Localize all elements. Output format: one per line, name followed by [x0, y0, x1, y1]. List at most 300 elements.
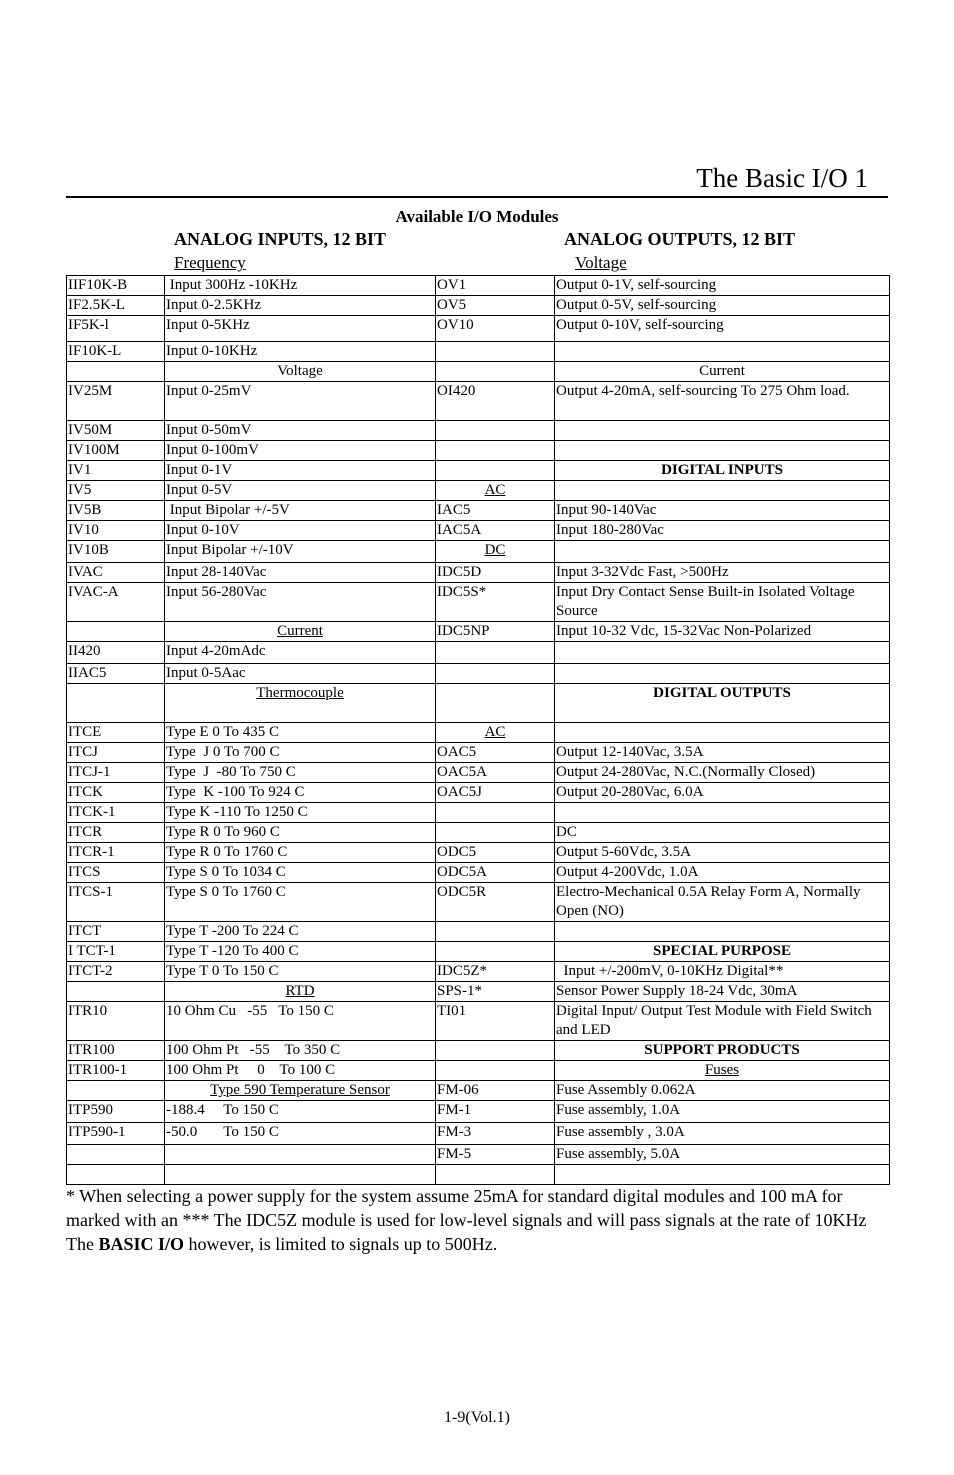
table-cell-module-code: [436, 743, 555, 763]
cell-text: Type 590 Temperature Sensor: [210, 1082, 390, 1098]
table-row: [67, 563, 890, 583]
table-cell-module-description: [555, 823, 890, 843]
cell-text: DIGITAL INPUTS: [661, 462, 783, 478]
table-cell-module-code: [67, 1041, 165, 1061]
table-cell-module-code: [67, 642, 165, 664]
table-cell-module-code: [436, 982, 555, 1002]
table-cell-module-description: [555, 622, 890, 642]
cell-text: Output 0-5V, self-sourcing: [556, 297, 717, 313]
cell-text: Fuse assembly, 5.0A: [556, 1146, 681, 1162]
table-cell-module-code: [67, 883, 165, 922]
footnote-text-end: however, is limited to signals up to 500Hz.: [184, 1234, 498, 1254]
table-cell-module-description: [555, 1145, 890, 1165]
table-cell-module-description: [165, 622, 436, 642]
cell-text: Input 0-10V: [166, 522, 240, 538]
table-cell-module-code: [436, 461, 555, 481]
table-cell-module-code: [67, 743, 165, 763]
cell-text: ITCT: [68, 923, 102, 939]
table-cell-module-description: [555, 962, 890, 982]
table-row: [67, 1145, 890, 1165]
table-cell-module-code: [436, 342, 555, 362]
cell-text: Input 3-32Vdc Fast, >500Hz: [556, 564, 729, 580]
section-title: Available I/O Modules: [395, 207, 559, 226]
table-cell-module-code: [67, 1061, 165, 1081]
table-cell-module-description: [165, 664, 436, 684]
table-cell-module-code: [436, 1145, 555, 1165]
table-cell-module-code: [436, 783, 555, 803]
table-cell-module-description: [555, 684, 890, 723]
table-cell-module-description: [555, 883, 890, 922]
table-cell-module-code: [436, 962, 555, 982]
cell-text: IDC5D: [437, 564, 482, 580]
table-cell-module-description: [165, 441, 436, 461]
cell-text: IAC5A: [437, 522, 482, 538]
table-cell-module-description: [165, 942, 436, 962]
table-cell-module-description: [555, 1041, 890, 1061]
table-cell-module-code: [436, 441, 555, 461]
cell-text: IV10B: [68, 542, 109, 558]
io-modules-table: [66, 275, 890, 1185]
cell-text: ITCJ-1: [68, 764, 111, 780]
table-cell-module-description: [165, 883, 436, 922]
cell-text: Type R 0 To 1760 C: [166, 844, 288, 860]
table-row: [67, 664, 890, 684]
analog-outputs-heading: ANALOG OUTPUTS, 12 BIT: [564, 229, 796, 249]
table-cell-module-description: [555, 276, 890, 296]
cell-text: OV5: [437, 297, 467, 313]
cell-text: Input 56-280Vac: [166, 584, 267, 600]
cell-text: ITCJ: [68, 744, 98, 760]
cell-text: Sensor Power Supply 18-24 Vdc, 30mA: [556, 983, 798, 999]
cell-text: ITP590-1: [68, 1124, 126, 1140]
table-cell-module-code: [436, 723, 555, 743]
table-row: [67, 982, 890, 1002]
cell-text: Input 4-20mAdc: [166, 643, 266, 659]
table-row: [67, 863, 890, 883]
table-cell-module-code: [436, 316, 555, 342]
cell-text: Type T 0 To 150 C: [166, 963, 279, 979]
table-cell-module-description: [165, 843, 436, 863]
table-cell-module-description: [555, 642, 890, 664]
table-cell-module-description: [165, 743, 436, 763]
table-cell-module-description: [165, 362, 436, 382]
table-cell-module-description: [555, 1061, 890, 1081]
cell-text: Type J -80 To 750 C: [166, 764, 296, 780]
table-cell-module-description: [555, 362, 890, 382]
footnote-bold-text: BASIC I/O: [98, 1234, 185, 1254]
table-cell-module-description: [555, 664, 890, 684]
table-row: [67, 382, 890, 421]
footnote: [66, 1184, 888, 1256]
table-cell-module-description: [165, 276, 436, 296]
table-row: [67, 501, 890, 521]
frequency-subheading: Frequency: [174, 253, 246, 272]
cell-text: Input 0-5V: [166, 482, 233, 498]
cell-text: Input 180-280Vac: [556, 522, 664, 538]
table-cell-module-description: [555, 843, 890, 863]
cell-text: ITP590: [68, 1102, 113, 1118]
table-cell-module-code: [67, 382, 165, 421]
table-cell-module-description: [165, 541, 436, 563]
table-cell-module-code: [67, 421, 165, 441]
cell-text: Type S 0 To 1034 C: [166, 864, 286, 880]
table-cell-module-description: [555, 1165, 890, 1185]
table-cell-module-code: [67, 276, 165, 296]
cell-text: ITCK: [68, 784, 103, 800]
table-cell-module-description: [555, 942, 890, 962]
table-row: [67, 1081, 890, 1101]
cell-text: Fuse assembly , 3.0A: [556, 1124, 685, 1140]
cell-text: Thermocouple: [256, 685, 344, 701]
table-row: [67, 843, 890, 863]
cell-text: Output 5-60Vdc, 3.5A: [556, 844, 691, 860]
table-row: [67, 1123, 890, 1145]
table-cell-module-description: [555, 421, 890, 441]
table-cell-module-description: [165, 481, 436, 501]
cell-text: ITCS: [68, 864, 101, 880]
table-row: [67, 1041, 890, 1061]
table-cell-module-code: [67, 622, 165, 642]
cell-text: Input 10-32 Vdc, 15-32Vac Non-Polarized: [556, 623, 812, 639]
table-cell-module-description: [165, 783, 436, 803]
cell-text: Electro-Mechanical 0.5A Relay Form A, Normally Open (NO): [556, 884, 865, 919]
table-cell-module-description: [555, 1123, 890, 1145]
cell-text: IF2.5K-L: [68, 297, 126, 313]
cell-text: Input 0-25mV: [166, 383, 252, 399]
cell-text: -50.0 To 150 C: [166, 1124, 279, 1140]
table-row: [67, 1101, 890, 1123]
table-cell-module-description: [165, 642, 436, 664]
table-cell-module-description: [165, 563, 436, 583]
cell-text: ODC5A: [437, 864, 488, 880]
cell-text: Output 0-10V, self-sourcing: [556, 317, 724, 333]
table-cell-module-description: [165, 684, 436, 723]
table-cell-module-code: [436, 521, 555, 541]
cell-text: IV5: [68, 482, 92, 498]
table-cell-module-code: [436, 863, 555, 883]
table-row: [67, 541, 890, 563]
cell-text: Output 0-1V, self-sourcing: [556, 277, 717, 293]
table-cell-module-code: [436, 1041, 555, 1061]
cell-text: 100 Ohm Pt 0 To 100 C: [166, 1062, 336, 1078]
table-cell-module-description: [165, 823, 436, 843]
cell-text: FM-06: [437, 1082, 479, 1098]
table-cell-module-code: [436, 922, 555, 942]
table-cell-module-description: [555, 382, 890, 421]
cell-text: ODC5R: [437, 884, 487, 900]
cell-text: Fuses: [704, 1062, 740, 1078]
table-cell-module-description: [555, 783, 890, 803]
table-cell-module-description: [165, 1002, 436, 1041]
table-row: [67, 823, 890, 843]
table-cell-module-description: [165, 723, 436, 743]
analog-inputs-heading: ANALOG INPUTS, 12 BIT: [174, 229, 387, 249]
table-cell-module-description: [165, 583, 436, 622]
table-cell-module-code: [436, 1061, 555, 1081]
cell-text: IVAC: [68, 564, 103, 580]
table-cell-module-code: [436, 421, 555, 441]
table-cell-module-code: [436, 1002, 555, 1041]
table-cell-module-description: [555, 863, 890, 883]
cell-text: IV5B: [68, 502, 102, 518]
page-number: 1-9(Vol.1): [444, 1409, 510, 1426]
table-cell-module-code: [67, 441, 165, 461]
table-row: [67, 622, 890, 642]
table-cell-module-code: [67, 1123, 165, 1145]
table-cell-module-description: [165, 501, 436, 521]
table-row: [67, 421, 890, 441]
cell-text: Input 0-5KHz: [166, 317, 250, 333]
table-cell-module-description: [165, 342, 436, 362]
cell-text: IV25M: [68, 383, 113, 399]
table-cell-module-code: [67, 723, 165, 743]
table-cell-module-description: [555, 1002, 890, 1041]
table-cell-module-code: [436, 642, 555, 664]
table-cell-module-description: [165, 1165, 436, 1185]
cell-text: Digital Input/ Output Test Module with Field Switch and LED: [556, 1003, 876, 1038]
cell-text: AC: [484, 482, 506, 498]
cell-text: Input Bipolar +/-10V: [166, 542, 294, 558]
table-cell-module-description: [555, 296, 890, 316]
cell-text: I TCT-1: [68, 943, 116, 959]
table-cell-module-code: [436, 803, 555, 823]
cell-text: Input 0-5Aac: [166, 665, 246, 681]
cell-text: IDC5NP: [437, 623, 490, 639]
cell-text: OV1: [437, 277, 467, 293]
cell-text: Input 300Hz -10KHz: [166, 277, 298, 293]
table-row: [67, 362, 890, 382]
table-cell-module-code: [67, 1145, 165, 1165]
table-cell-module-description: [165, 296, 436, 316]
cell-text: Type T -120 To 400 C: [166, 943, 299, 959]
table-cell-module-code: [67, 1165, 165, 1185]
table-cell-module-code: [67, 982, 165, 1002]
table-cell-module-code: [67, 501, 165, 521]
table-cell-module-code: [436, 883, 555, 922]
table-cell-module-code: [436, 664, 555, 684]
cell-text: IV50M: [68, 422, 113, 438]
cell-text: Type K -110 To 1250 C: [166, 804, 308, 820]
cell-text: IF10K-L: [68, 343, 122, 359]
table-cell-module-description: [165, 1041, 436, 1061]
table-cell-module-code: [436, 563, 555, 583]
table-row: [67, 316, 890, 342]
table-cell-module-code: [67, 823, 165, 843]
cell-text: OAC5: [437, 744, 477, 760]
table-cell-module-code: [67, 962, 165, 982]
cell-text: ITCT-2: [68, 963, 113, 979]
table-cell-module-description: [555, 563, 890, 583]
table-cell-module-code: [436, 622, 555, 642]
cell-text: Input +/-200mV, 0-10KHz Digital**: [556, 963, 784, 979]
table-cell-module-description: [555, 316, 890, 342]
table-row: [67, 276, 890, 296]
cell-text: ITCR-1: [68, 844, 115, 860]
table-row: [67, 441, 890, 461]
table-cell-module-code: [67, 563, 165, 583]
table-row: [67, 342, 890, 362]
table-cell-module-code: [67, 541, 165, 563]
table-cell-module-code: [436, 942, 555, 962]
table-row: [67, 942, 890, 962]
table-cell-module-code: [436, 583, 555, 622]
table-cell-module-code: [67, 783, 165, 803]
cell-text: DC: [484, 542, 506, 558]
table-row: [67, 783, 890, 803]
cell-text: IV1: [68, 462, 92, 478]
io-modules-table-body: [67, 276, 890, 1185]
table-row: [67, 763, 890, 783]
table-row: [67, 883, 890, 922]
voltage-subheading: Voltage: [575, 253, 627, 272]
cell-text: ITCR: [68, 824, 103, 840]
cell-text: Input 0-10KHz: [166, 343, 258, 359]
cell-text: Type R 0 To 960 C: [166, 824, 280, 840]
table-cell-module-code: [436, 1101, 555, 1123]
table-cell-module-description: [555, 803, 890, 823]
table-cell-module-code: [67, 1101, 165, 1123]
cell-text: -188.4 To 150 C: [166, 1102, 279, 1118]
cell-text: ITCK-1: [68, 804, 116, 820]
cell-text: Output 12-140Vac, 3.5A: [556, 744, 704, 760]
table-cell-module-code: [67, 863, 165, 883]
cell-text: Type E 0 To 435 C: [166, 724, 280, 740]
cell-text: FM-1: [437, 1102, 472, 1118]
table-row: [67, 723, 890, 743]
table-cell-module-code: [67, 461, 165, 481]
table-row: [67, 461, 890, 481]
cell-text: Input 90-140Vac: [556, 502, 657, 518]
table-cell-module-code: [436, 684, 555, 723]
table-cell-module-code: [436, 1123, 555, 1145]
table-cell-module-code: [67, 362, 165, 382]
table-cell-module-description: [165, 803, 436, 823]
cell-text: IDC5Z*: [437, 963, 487, 979]
table-cell-module-description: [165, 1123, 436, 1145]
cell-text: ITR100: [68, 1042, 115, 1058]
cell-text: 100 Ohm Pt -55 To 350 C: [166, 1042, 341, 1058]
cell-text: Input 28-140Vac: [166, 564, 267, 580]
table-row: [67, 642, 890, 664]
page-header: [66, 160, 888, 198]
cell-text: SUPPORT PRODUCTS: [644, 1042, 800, 1058]
table-cell-module-code: [67, 583, 165, 622]
cell-text: IIF10K-B: [68, 277, 128, 293]
cell-text: Type J 0 To 700 C: [166, 744, 280, 760]
table-row: [67, 922, 890, 942]
cell-text: Output 4-200Vdc, 1.0A: [556, 864, 699, 880]
table-cell-module-code: [67, 763, 165, 783]
cell-text: SPECIAL PURPOSE: [653, 943, 791, 959]
table-cell-module-code: [436, 382, 555, 421]
cell-text: Input 0-50mV: [166, 422, 252, 438]
table-cell-module-description: [555, 521, 890, 541]
table-cell-module-code: [67, 521, 165, 541]
table-cell-module-description: [555, 723, 890, 743]
cell-text: ITCS-1: [68, 884, 113, 900]
table-cell-module-description: [165, 1101, 436, 1123]
table-cell-module-description: [555, 922, 890, 942]
table-cell-module-description: [165, 1145, 436, 1165]
table-cell-module-code: [67, 481, 165, 501]
table-cell-module-code: [67, 664, 165, 684]
table-cell-module-description: [165, 1061, 436, 1081]
cell-text: ITR10: [68, 1003, 108, 1019]
table-cell-module-code: [436, 541, 555, 563]
table-cell-module-code: [436, 481, 555, 501]
table-cell-module-description: [165, 1081, 436, 1101]
cell-text: ITCE: [68, 724, 102, 740]
cell-text: DIGITAL OUTPUTS: [653, 685, 791, 701]
table-cell-module-description: [555, 1081, 890, 1101]
cell-text: IAC5: [437, 502, 471, 518]
table-cell-module-description: [555, 461, 890, 481]
table-cell-module-code: [67, 942, 165, 962]
table-cell-module-description: [165, 316, 436, 342]
table-cell-module-description: [165, 763, 436, 783]
table-cell-module-description: [555, 342, 890, 362]
cell-text: FM-3: [437, 1124, 472, 1140]
cell-text: IIAC5: [68, 665, 107, 681]
table-cell-module-code: [436, 1165, 555, 1185]
cell-text: Type T -200 To 224 C: [166, 923, 299, 939]
table-cell-module-code: [436, 763, 555, 783]
table-cell-module-code: [67, 922, 165, 942]
table-cell-module-description: [165, 382, 436, 421]
table-cell-module-description: [555, 763, 890, 783]
table-cell-module-code: [67, 843, 165, 863]
page-title: The Basic I/O 1: [696, 163, 868, 193]
table-cell-module-code: [67, 342, 165, 362]
table-cell-module-code: [67, 316, 165, 342]
table-row: [67, 1165, 890, 1185]
cell-text: IV10: [68, 522, 99, 538]
table-cell-module-description: [165, 982, 436, 1002]
table-cell-module-description: [555, 501, 890, 521]
cell-text: OV10: [437, 317, 474, 333]
cell-text: DC: [556, 824, 577, 840]
table-cell-module-description: [555, 481, 890, 501]
footnote-text: * When selecting a power supply for the system assume 25mA for standard digital modules and 100 mA for marked with an *** The IDC5Z module is used for low-level signals and will pass signals at the rate of 10KHz The: [66, 1186, 867, 1254]
cell-text: Input 0-1V: [166, 462, 233, 478]
table-cell-module-code: [436, 1081, 555, 1101]
table-cell-module-code: [436, 362, 555, 382]
table-cell-module-description: [555, 1101, 890, 1123]
table-cell-module-code: [67, 1002, 165, 1041]
table-row: [67, 583, 890, 622]
cell-text: Type S 0 To 1760 C: [166, 884, 286, 900]
table-row: [67, 296, 890, 316]
cell-text: Input 0-2.5KHz: [166, 297, 261, 313]
table-cell-module-description: [165, 863, 436, 883]
table-row: [67, 684, 890, 723]
table-cell-module-code: [436, 823, 555, 843]
cell-text: AC: [484, 724, 506, 740]
cell-text: Current: [277, 623, 323, 639]
cell-text: OAC5J: [437, 784, 483, 800]
table-cell-module-code: [67, 684, 165, 723]
table-cell-module-description: [555, 541, 890, 563]
table-row: [67, 521, 890, 541]
table-cell-module-code: [436, 501, 555, 521]
cell-text: IVAC-A: [68, 584, 119, 600]
cell-text: Current: [699, 363, 745, 379]
table-cell-module-description: [555, 583, 890, 622]
table-cell-module-description: [165, 521, 436, 541]
cell-text: Fuse assembly, 1.0A: [556, 1102, 681, 1118]
cell-text: RTD: [285, 983, 315, 999]
cell-text: FM-5: [437, 1146, 472, 1162]
